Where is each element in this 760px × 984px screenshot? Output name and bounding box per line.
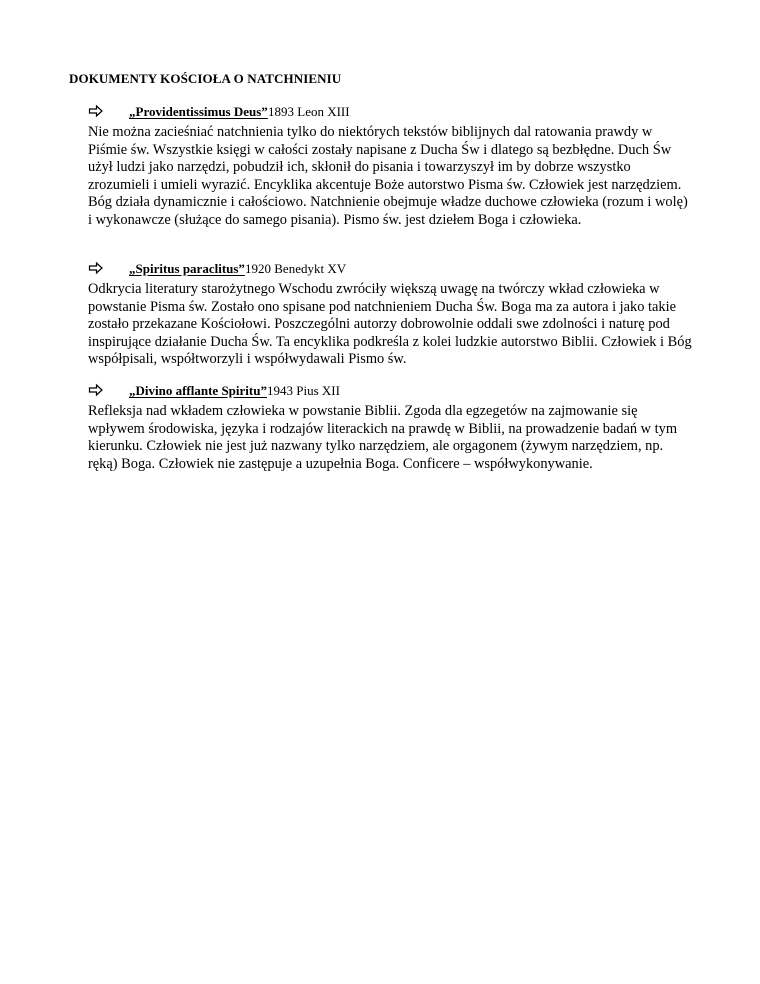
section-heading [88, 383, 692, 403]
encyclical-section [88, 104, 692, 230]
right-arrow-icon [88, 104, 104, 118]
encyclical-title: „Divino afflante Spiritu” [129, 383, 267, 398]
right-arrow-icon [88, 261, 104, 275]
section-text: Refleksja nad wkładem człowieka w powstanie Biblii. Zgoda dla egzegetów na zajmowanie się wpływem środowiska, języka i rodzajów literackich na prawdę w Biblii, na prowadzenie badań w tym kierunku. Człowiek nie jest już nazwany tylko narzędziem, ale orgagonem (żywym narzędziem, np. ręką) Boga. Człowiek nie zastępuje a uzupełnia Boga. Conficere – współwykonywanie. [88, 403, 678, 472]
section-heading [88, 104, 692, 124]
encyclical-section [88, 383, 692, 473]
right-arrow-icon [88, 383, 104, 397]
encyclical-title: „Spiritus paraclitus” [129, 261, 245, 276]
section-text: Nie można zacieśniać natchnienia tylko do niektórych tekstów biblijnych dal ratowania prawdy w Piśmie św. Wszystkie księgi w całości zostały napisane z Ducha Św i dlatego są bezbłędne. Duch Św użył ludzi jako narzędzi, pobudził ich, skłonił do pisania i towarzyszył im by dobrze wszystko zrozumieli i umieli wyrazić. Encyklika akcentuje Boże autorstwo Pisma św. Człowiek jest narzędziem. Bóg działa dynamicznie i całościowo. Natchnienie obejmuje władze duchowe człowieka (rozum i wolę) i wykonawcze (służące do samego pisania). Pismo św. jest dziełem Boga i człowieka. [88, 124, 688, 228]
encyclical-year-pope: 1893 Leon XIII [268, 104, 350, 119]
document-title: DOKUMENTY KOŚCIOŁA O NATCHNIENIU [69, 71, 342, 86]
encyclical-year-pope: 1943 Pius XII [267, 383, 340, 398]
encyclical-year-pope: 1920 Benedykt XV [245, 261, 347, 276]
section-heading [88, 261, 692, 281]
encyclical-title: „Providentissimus Deus” [129, 104, 268, 119]
section-text: Odkrycia literatury starożytnego Wschodu zwróciły większą uwagę na twórczy wkład człowieka w powstanie Pisma św. Zostało ono spisane pod natchnieniem Ducha Św. Boga ma za autora i jako takie zostało przekazane Kościołowi. Poszczególni autorzy dobrowolnie oddali swe zdolności i naturę pod inspirujące działanie Ducha Św. Ta encyklika podkreśla z kolei ludzkie autorstwo Biblii. Człowiek i Bóg współpisali, współtworzyli i współwydawali Pismo św. [88, 281, 692, 368]
encyclical-section [88, 261, 692, 369]
